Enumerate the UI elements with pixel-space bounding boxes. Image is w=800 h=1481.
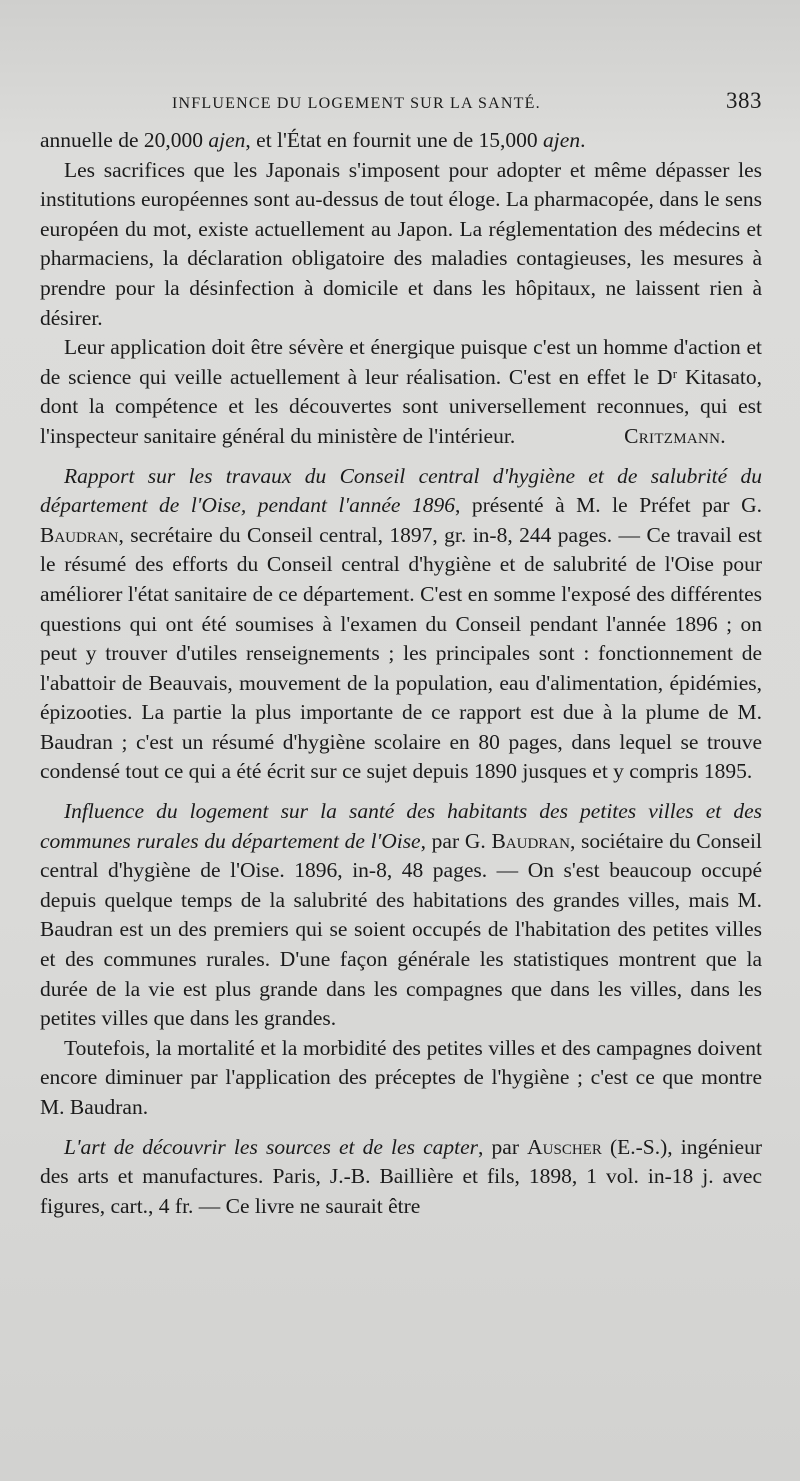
- author-name: Baudran: [40, 522, 119, 547]
- running-title: INFLUENCE DU LOGEMENT SUR LA SANTÉ.: [172, 95, 541, 112]
- work-title: Rapport sur les travaux du Conseil central d'hygiène et de salubrité du département de l'Oise, pendant l'année 1896: [40, 463, 762, 518]
- signature-critzmann: Critzmann.: [624, 423, 726, 448]
- work-title: L'art de découvrir les sources et de les capter: [64, 1134, 479, 1159]
- work-title: Influence du logement sur la santé des habitants des petites villes et des communes rurales du département de l'Oise: [40, 799, 762, 853]
- page-number: 383: [726, 88, 762, 113]
- paragraph-influence-logement: Influence du logement sur la santé des habitants des petites villes et des communes rurales du département de l'Oise, par G. Baudran, sociétaire du Conseil central d'hygiène de l'Oise. 1896, in-8, 48 pages. — On s'est beaucoup occupé depuis quelque temps de la salubrité des habitations des grandes villes, mais M. Baudran est un des premiers qui se soient occupés de l'habitation des petites villes et des communes rurales. D'une façon générale les statistiques montrent que la durée de la vie est plus grande dans les compagnes que dans les villes, dans les petites villes que dans les grandes.: [40, 799, 762, 1031]
- author-name: Baudran: [491, 828, 570, 853]
- paragraph-application: Leur application doit être sévère et énergique puisque c'est un homme d'action et de science qui veille actuellement à leur réalisation. C'est en effet le Dʳ Kitasato, dont la compétence et les découvertes sont universellement reconnues, qui est l'inspecteur sanitaire général du ministère de l'intérieur. Critzmann.: [40, 333, 762, 451]
- author-name: Auscher: [527, 1134, 602, 1159]
- paragraph-continuation: annuelle de 20,000 ajen, et l'État en fournit une de 15,000 ajen.: [40, 128, 586, 152]
- page-header: [40, 88, 762, 126]
- paragraph-art-sources: L'art de découvrir les sources et de les capter, par Auscher (E.-S.), ingénieur des arts et manufactures. Paris, J.-B. Baillière et fils, 1898, 1 vol. in-18 j. avec figures, cart., 4 fr. — Ce livre ne saurait être: [40, 1134, 763, 1218]
- paragraph-japan-sacrifices: Les sacrifices que les Japonais s'imposent pour adopter et même dépasser les institutions européennes sont au-dessus de tout éloge. La pharmacopée, dans le sens européen du mot, existe actuellement au Japon. La réglementation des médecins et pharmaciens, la déclaration obligatoire des maladies contagieuses, les mesures à prendre pour la désinfection à domicile et dans les hôpitaux, ne laissent rien à désirer.: [40, 157, 762, 330]
- paragraph-mortalite: Toutefois, la mortalité et la morbidité des petites villes et des campagnes doivent encore diminuer par l'application des préceptes de l'hygiène ; c'est ce que montre M. Baudran.: [40, 1035, 762, 1119]
- paragraph-rapport-oise: Rapport sur les travaux du Conseil central d'hygiène et de salubrité du département de l'Oise, pendant l'année 1896, présenté à M. le Préfet par G. Baudran, secrétaire du Conseil central, 1897, gr. in-8, 244 pages. — Ce travail est le résumé des efforts du Conseil central d'hygiène et de salubrité de l'Oise pour améliorer l'état sanitaire de ce département. C'est en somme l'exposé des différentes questions qui ont été soumises à l'examen du Conseil pendant l'année 1896 ; on peut y trouver d'utiles renseignements ; les principales sont : fonctionnement de l'abattoir de Beauvais, mouvement de la population, eau d'alimentation, épidémies, épizooties. La partie la plus importante de ce rapport est due à la plume de M. Baudran ; c'est un résumé d'hygiène scolaire en 80 pages, dans lequel se trouve condensé tout ce qui a été écrit sur ce sujet depuis 1890 jusques et y compris 1895.: [40, 463, 762, 784]
- body-text: [40, 126, 762, 1221]
